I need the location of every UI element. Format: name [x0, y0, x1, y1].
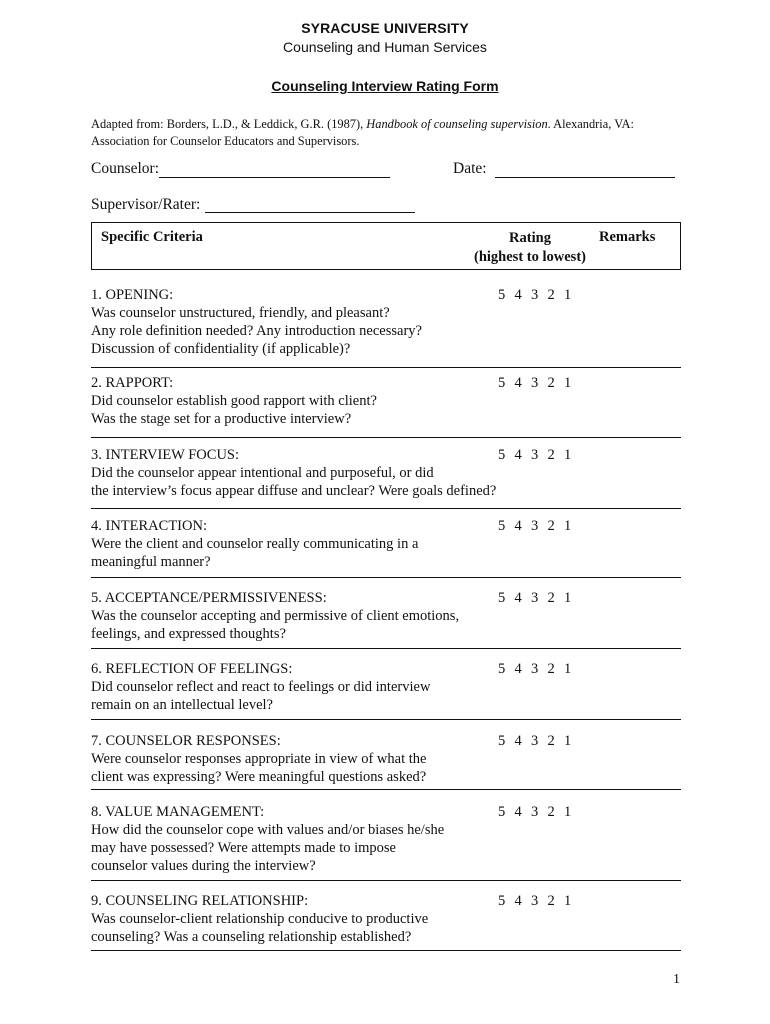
rating-option-2[interactable]: 2 [547, 804, 555, 820]
rating-option-3[interactable]: 3 [531, 375, 539, 391]
rating-option-4[interactable]: 4 [514, 287, 522, 303]
date-field[interactable] [495, 177, 675, 178]
criterion-question: Was the counselor accepting and permissive of client emotions, [91, 608, 460, 624]
citation-prefix: Adapted from: Borders, L.D., & Leddick, G.R. (1987), [91, 117, 367, 131]
citation-suffix: . Alexandria, VA: [547, 117, 634, 131]
rating-option-4[interactable]: 4 [514, 590, 522, 606]
rating-option-4[interactable]: 4 [514, 447, 522, 463]
rating-option-2[interactable]: 2 [547, 661, 555, 677]
criterion-question: counselor values during the interview? [91, 858, 316, 874]
criterion-item [91, 517, 681, 571]
criterion-item [91, 446, 681, 500]
rating-option-1[interactable]: 1 [564, 518, 572, 534]
rating-option-2[interactable]: 2 [547, 447, 555, 463]
criterion-question: client was expressing? Were meaningful questions asked? [91, 769, 427, 785]
criterion-divider [91, 648, 681, 649]
criterion-question: feelings, and expressed thoughts? [91, 626, 286, 642]
criterion-question: Did the counselor appear intentional and purposeful, or did [91, 465, 434, 481]
rating-heading [470, 229, 590, 267]
rating-option-5[interactable]: 5 [498, 590, 506, 606]
criterion-item [91, 732, 681, 786]
criterion-item [91, 803, 681, 875]
rating-option-1[interactable]: 1 [564, 590, 572, 606]
criterion-item [91, 660, 681, 714]
criterion-divider [91, 789, 681, 790]
criterion-title: 2. RAPPORT: [91, 375, 174, 391]
rating-option-3[interactable]: 3 [531, 661, 539, 677]
rating-heading-label: Rating [509, 230, 551, 246]
criterion-question: How did the counselor cope with values and/or biases he/she [91, 822, 445, 838]
criterion-title: 6. REFLECTION OF FEELINGS: [91, 661, 293, 677]
criterion-divider [91, 950, 681, 951]
rating-option-2[interactable]: 2 [547, 287, 555, 303]
rating-scale [498, 374, 581, 392]
rating-option-3[interactable]: 3 [531, 893, 539, 909]
criterion-question: Discussion of confidentiality (if applicable)? [91, 341, 351, 357]
rating-option-4[interactable]: 4 [514, 733, 522, 749]
criterion-title: 5. ACCEPTANCE/PERMISSIVENESS: [91, 590, 327, 606]
criterion-item [91, 286, 681, 358]
criterion-question: Were the client and counselor really communicating in a [91, 536, 419, 552]
criterion-question: the interview’s focus appear diffuse and unclear? Were goals defined? [91, 483, 497, 499]
criterion-question: Was the stage set for a productive interview? [91, 411, 352, 427]
rating-scale [498, 286, 581, 304]
rating-option-2[interactable]: 2 [547, 375, 555, 391]
rating-option-1[interactable]: 1 [564, 287, 572, 303]
rating-option-2[interactable]: 2 [547, 893, 555, 909]
date-label: Date: [453, 160, 487, 177]
criterion-title: 1. OPENING: [91, 287, 174, 303]
rating-option-1[interactable]: 1 [564, 804, 572, 820]
rating-option-1[interactable]: 1 [564, 893, 572, 909]
adapted-from-citation [91, 116, 691, 150]
criterion-question: may have possessed? Were attempts made to impose [91, 840, 396, 856]
rating-scale [498, 589, 581, 607]
criterion-title: 4. INTERACTION: [91, 518, 207, 534]
criterion-title: 7. COUNSELOR RESPONSES: [91, 733, 281, 749]
criterion-title: 8. VALUE MANAGEMENT: [91, 804, 265, 820]
citation-line2: Association for Counselor Educators and Supervisors. [91, 134, 360, 148]
criterion-title: 9. COUNSELING RELATIONSHIP: [91, 893, 309, 909]
criterion-divider [91, 577, 681, 578]
rating-scale [498, 660, 581, 678]
form-title: Counseling Interview Rating Form [271, 78, 499, 94]
rating-option-3[interactable]: 3 [531, 447, 539, 463]
rating-scale [498, 446, 581, 464]
rating-option-5[interactable]: 5 [498, 893, 506, 909]
department-name: Counseling and Human Services [283, 39, 487, 55]
criterion-question: remain on an intellectual level? [91, 697, 273, 713]
remarks-heading: Remarks [599, 229, 656, 245]
rating-option-4[interactable]: 4 [514, 804, 522, 820]
rating-option-4[interactable]: 4 [514, 375, 522, 391]
criterion-question: Any role definition needed? Any introduction necessary? [91, 323, 422, 339]
rating-option-1[interactable]: 1 [564, 375, 572, 391]
rating-option-5[interactable]: 5 [498, 804, 506, 820]
criterion-divider [91, 719, 681, 720]
criterion-divider [91, 367, 681, 368]
criterion-divider [91, 437, 681, 438]
criterion-question: Was counselor unstructured, friendly, and pleasant? [91, 305, 390, 321]
rating-option-4[interactable]: 4 [514, 893, 522, 909]
rating-heading-subtitle: (highest to lowest) [474, 249, 586, 265]
rating-scale [498, 517, 581, 535]
rating-option-3[interactable]: 3 [531, 590, 539, 606]
criterion-question: Were counselor responses appropriate in view of what the [91, 751, 427, 767]
criterion-question: counseling? Was a counseling relationship established? [91, 929, 412, 945]
counselor-field[interactable] [159, 177, 390, 178]
rating-option-5[interactable]: 5 [498, 733, 506, 749]
rating-option-4[interactable]: 4 [514, 661, 522, 677]
rating-scale [498, 803, 581, 821]
rating-option-2[interactable]: 2 [547, 590, 555, 606]
counselor-label: Counselor: [91, 160, 160, 177]
rating-option-2[interactable]: 2 [547, 518, 555, 534]
rating-option-4[interactable]: 4 [514, 518, 522, 534]
criterion-question: meaningful manner? [91, 554, 211, 570]
rating-option-2[interactable]: 2 [547, 733, 555, 749]
rating-option-1[interactable]: 1 [564, 661, 572, 677]
criterion-divider [91, 508, 681, 509]
rating-scale [498, 892, 581, 910]
criteria-table-header [91, 222, 681, 270]
supervisor-label: Supervisor/Rater: [91, 196, 201, 213]
rating-option-5[interactable]: 5 [498, 661, 506, 677]
university-name: SYRACUSE UNIVERSITY [301, 20, 469, 36]
criterion-divider [91, 880, 681, 881]
rating-option-5[interactable]: 5 [498, 518, 506, 534]
rating-option-3[interactable]: 3 [531, 733, 539, 749]
criterion-title: 3. INTERVIEW FOCUS: [91, 447, 240, 463]
criterion-question: Was counselor-client relationship conducive to productive [91, 911, 429, 927]
specific-criteria-heading: Specific Criteria [101, 229, 203, 245]
criterion-item [91, 892, 681, 946]
rating-option-1[interactable]: 1 [564, 447, 572, 463]
rating-option-5[interactable]: 5 [498, 287, 506, 303]
rating-option-5[interactable]: 5 [498, 375, 506, 391]
rating-option-3[interactable]: 3 [531, 287, 539, 303]
rating-option-3[interactable]: 3 [531, 518, 539, 534]
rating-option-5[interactable]: 5 [498, 447, 506, 463]
page-number: 1 [673, 972, 680, 987]
rating-option-3[interactable]: 3 [531, 804, 539, 820]
supervisor-field[interactable] [205, 212, 415, 213]
criterion-item [91, 374, 681, 428]
criterion-question: Did counselor establish good rapport with client? [91, 393, 377, 409]
criterion-item [91, 589, 681, 643]
rating-scale [498, 732, 581, 750]
rating-option-1[interactable]: 1 [564, 733, 572, 749]
criterion-question: Did counselor reflect and react to feelings or did interview [91, 679, 431, 695]
citation-book-title: Handbook of counseling supervision [366, 117, 548, 131]
